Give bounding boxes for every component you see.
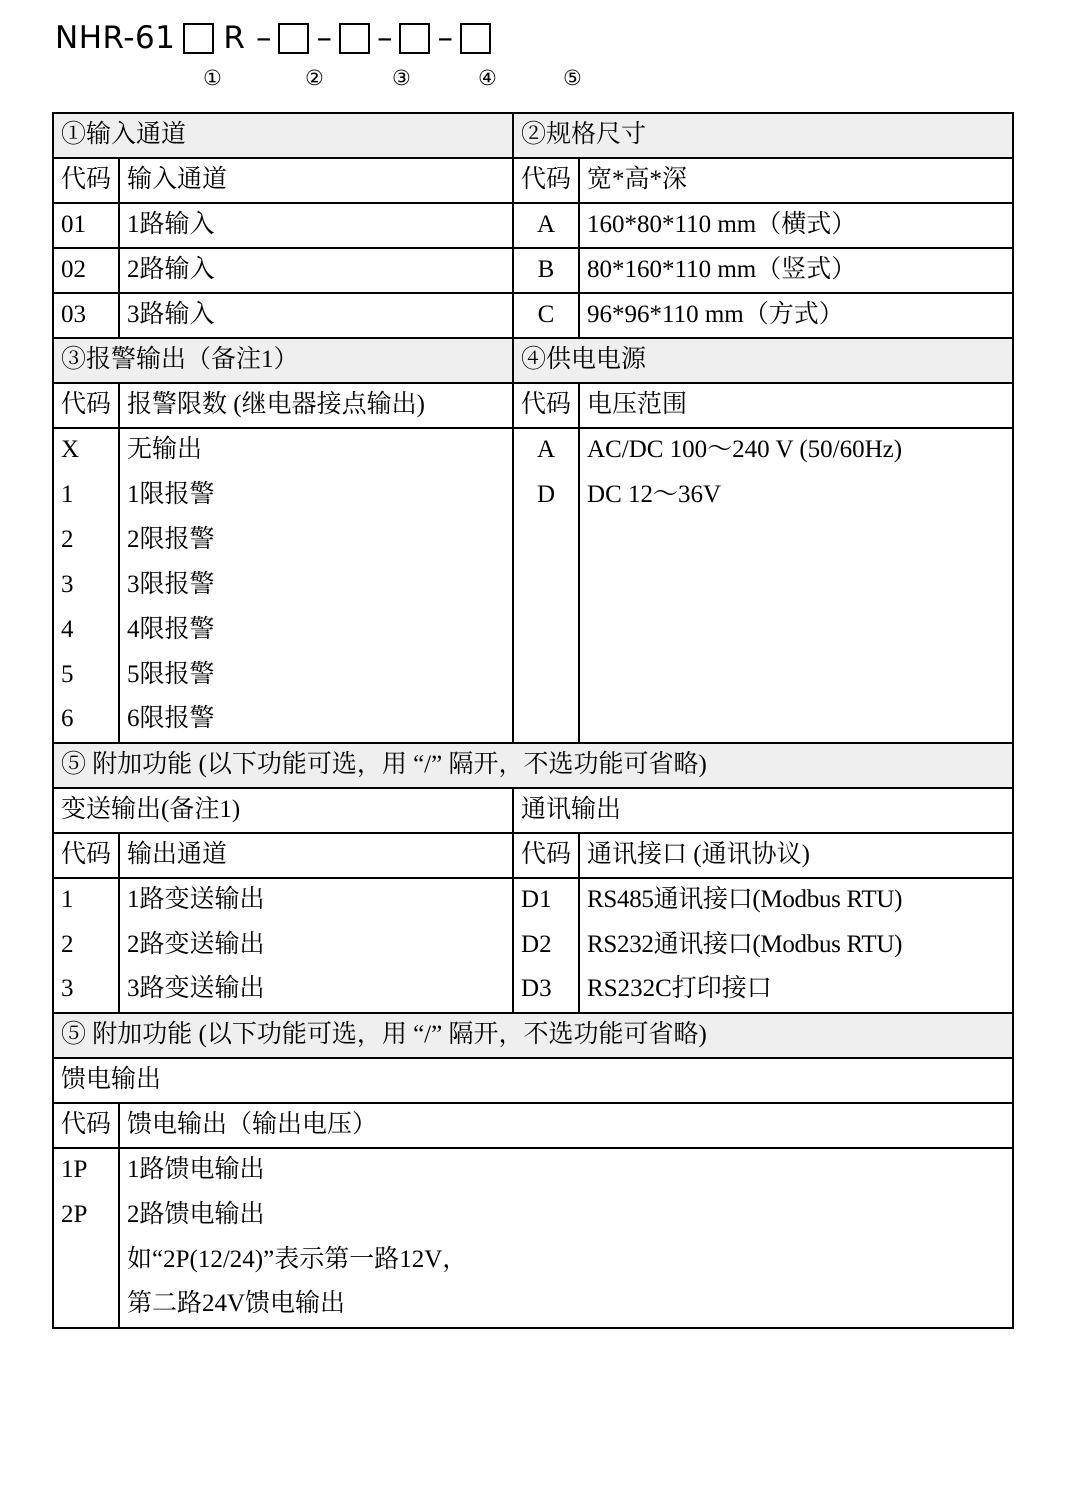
section1-col-code: 代码 — [53, 158, 119, 203]
section5b-row1-code: 2P — [53, 1193, 119, 1238]
section5b-note-line1: 如“2P(12/24)”表示第一路12V， — [119, 1238, 1013, 1283]
section5b-col-code: 代码 — [53, 1103, 119, 1148]
section4-row0-code: A — [513, 428, 579, 473]
section4-row1-code: D — [513, 473, 579, 518]
section5a-left-row0-desc: 1路变送输出 — [119, 878, 513, 923]
section1-row1-desc: 2路输入 — [119, 248, 513, 293]
section5a-right-col-code: 代码 — [513, 833, 579, 878]
section3-title: ③报警输出（备注1） — [53, 338, 513, 383]
table-row — [53, 1013, 1013, 1058]
section2-col-desc: 宽*高*深 — [579, 158, 1013, 203]
section5a-left-row1-code: 2 — [53, 923, 119, 968]
section2-row1-desc: 80*160*110 mm（竖式） — [579, 248, 1013, 293]
section5a-left-row2-desc: 3路变送输出 — [119, 968, 513, 1013]
model-prefix: NHR-61 — [55, 20, 176, 56]
section4-col-code: 代码 — [513, 383, 579, 428]
section5a-left-row2-code: 3 — [53, 968, 119, 1013]
section5a-right-row1-code: D2 — [513, 923, 579, 968]
section5a-right-row2-desc: RS232C打印接口 — [579, 968, 1013, 1013]
model-code-line — [55, 14, 491, 62]
section5b-col-desc: 馈电输出（输出电压） — [119, 1103, 1013, 1148]
table-row — [53, 833, 1013, 878]
section5b-row0-desc: 1路馈电输出 — [119, 1148, 1013, 1193]
spec-table — [52, 112, 1014, 1329]
circled-number-5: ⑤ — [563, 66, 582, 90]
section5a-left-col-desc: 输出通道 — [119, 833, 513, 878]
code-box-2 — [278, 23, 309, 54]
section3-row6-code: 6 — [53, 698, 119, 743]
circled-number-2: ② — [305, 66, 324, 90]
section1-row2-code: 03 — [53, 293, 119, 338]
table-row — [53, 248, 1013, 293]
section1-row0-code: 01 — [53, 203, 119, 248]
table-row — [53, 788, 1013, 833]
section4-filler-desc-2 — [579, 563, 1013, 608]
section3-row2-code: 2 — [53, 518, 119, 563]
table-row — [53, 1103, 1013, 1148]
section5a-left-col-code: 代码 — [53, 833, 119, 878]
section2-col-code: 代码 — [513, 158, 579, 203]
table-row — [53, 428, 1013, 473]
section3-row0-desc: 无输出 — [119, 428, 513, 473]
code-box-1 — [183, 23, 214, 54]
section5a-right-row0-code: D1 — [513, 878, 579, 923]
section5a-right-group: 通讯输出 — [513, 788, 1013, 833]
dash-4: – — [437, 19, 453, 56]
code-box-4 — [399, 23, 430, 54]
table-row — [53, 383, 1013, 428]
section5a-left-row0-code: 1 — [53, 878, 119, 923]
section3-row5-desc: 5限报警 — [119, 653, 513, 698]
code-box-5 — [460, 23, 491, 54]
section1-title: ①输入通道 — [53, 113, 513, 158]
section5b-note-spacer-1 — [53, 1238, 119, 1283]
table-row — [53, 158, 1013, 203]
section4-filler-desc-3 — [579, 608, 1013, 653]
table-row — [53, 338, 1013, 383]
section5a-right-row1-desc: RS232通讯接口(Modbus RTU) — [579, 923, 1013, 968]
table-row — [53, 293, 1013, 338]
section4-filler-desc-5 — [579, 698, 1013, 743]
section4-row1-desc: DC 12～36V — [579, 473, 1013, 518]
circled-number-row — [0, 68, 1080, 96]
dash-2: – — [316, 19, 332, 56]
section3-row2-desc: 2限报警 — [119, 518, 513, 563]
section4-filler-code-3 — [513, 608, 579, 653]
table-row — [53, 1238, 1013, 1283]
table-row — [53, 608, 1013, 653]
dash-3: – — [376, 19, 393, 56]
section4-filler-code-5 — [513, 698, 579, 743]
section5a-right-row0-desc: RS485通讯接口(Modbus RTU) — [579, 878, 1013, 923]
section5a-right-col-desc: 通讯接口 (通讯协议) — [579, 833, 1013, 878]
table-row — [53, 203, 1013, 248]
section5b-note-spacer-2 — [53, 1283, 119, 1328]
section5b-group: 馈电输出 — [53, 1058, 1013, 1103]
section4-title: ④供电电源 — [513, 338, 1013, 383]
section3-row3-desc: 3限报警 — [119, 563, 513, 608]
table-row — [53, 1193, 1013, 1238]
table-row — [53, 923, 1013, 968]
section4-filler-desc-4 — [579, 653, 1013, 698]
section4-col-desc: 电压范围 — [579, 383, 1013, 428]
section3-row3-code: 3 — [53, 563, 119, 608]
section3-col-desc: 报警限数 (继电器接点输出) — [119, 383, 513, 428]
section2-row1-code: B — [513, 248, 579, 293]
section2-title: ②规格尺寸 — [513, 113, 1013, 158]
section3-row4-code: 4 — [53, 608, 119, 653]
code-box-3 — [339, 23, 370, 54]
table-row — [53, 1058, 1013, 1103]
section4-row0-desc: AC/DC 100～240 V (50/60Hz) — [579, 428, 1013, 473]
section1-row0-desc: 1路输入 — [119, 203, 513, 248]
section1-row2-desc: 3路输入 — [119, 293, 513, 338]
section4-filler-code-1 — [513, 518, 579, 563]
section3-row1-code: 1 — [53, 473, 119, 518]
table-row — [53, 653, 1013, 698]
section1-col-desc: 输入通道 — [119, 158, 513, 203]
section4-filler-code-2 — [513, 563, 579, 608]
section3-col-code: 代码 — [53, 383, 119, 428]
dash-1: – — [255, 19, 272, 56]
section4-filler-desc-1 — [579, 518, 1013, 563]
circled-number-1: ① — [203, 66, 222, 90]
table-row — [53, 563, 1013, 608]
section5a-right-row2-code: D3 — [513, 968, 579, 1013]
section2-row2-desc: 96*96*110 mm（方式） — [579, 293, 1013, 338]
circled-number-4: ④ — [478, 66, 497, 90]
table-row — [53, 473, 1013, 518]
section1-row1-code: 02 — [53, 248, 119, 293]
section2-row0-code: A — [513, 203, 579, 248]
section5a-left-group: 变送输出(备注1) — [53, 788, 513, 833]
section5b-note-line2: 第二路24V馈电输出 — [119, 1283, 1013, 1328]
table-row — [53, 968, 1013, 1013]
section4-filler-code-4 — [513, 653, 579, 698]
circled-number-3: ③ — [392, 66, 411, 90]
section2-row0-desc: 160*80*110 mm（横式） — [579, 203, 1013, 248]
section5b-row0-code: 1P — [53, 1148, 119, 1193]
section5b-row1-desc: 2路馈电输出 — [119, 1193, 1013, 1238]
section2-row2-code: C — [513, 293, 579, 338]
section3-row0-code: X — [53, 428, 119, 473]
table-row — [53, 698, 1013, 743]
section5a-left-row1-desc: 2路变送输出 — [119, 923, 513, 968]
section3-row6-desc: 6限报警 — [119, 698, 513, 743]
table-row — [53, 113, 1013, 158]
section3-row1-desc: 1限报警 — [119, 473, 513, 518]
table-row — [53, 518, 1013, 563]
section5a-title: ⑤ 附加功能 (以下功能可选，用 “/” 隔开，不选功能可省略) — [53, 743, 1013, 788]
section3-row5-code: 5 — [53, 653, 119, 698]
table-row — [53, 1148, 1013, 1193]
section3-row4-desc: 4限报警 — [119, 608, 513, 653]
table-row — [53, 1283, 1013, 1328]
section5b-title: ⑤ 附加功能 (以下功能可选，用 “/” 隔开，不选功能可省略) — [53, 1013, 1013, 1058]
table-row — [53, 878, 1013, 923]
table-row — [53, 743, 1013, 788]
model-letter-r: R — [223, 20, 245, 56]
